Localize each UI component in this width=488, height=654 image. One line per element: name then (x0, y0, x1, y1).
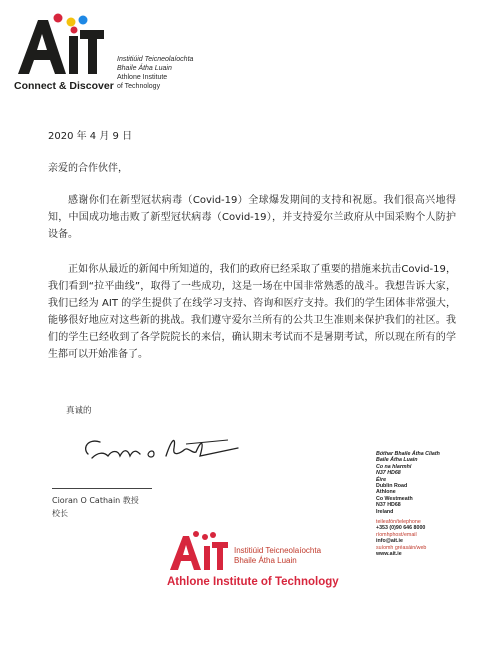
paragraph: 正如你从最近的新闻中所知道的，我们的政府已经采取了重要的措施来抗击Covid-19，我们看到“拉平曲线”，取得了一些成功，这是一场在中国非常熟悉的战斗。我想告诉大家，我们已经为 AIT 的学生提供了在线学习支持、咨询和医疗支持。我们的学生团体非常强大，能够很好地应对这些新的挑战。我们遵守爱尔兰所有的公共卫生准则来保护我们的社区。我们的学生已经收到了各学院院长的来信，确认期末考试而不是暑期考试，所以现在所有的学生都可以开始准备了。 (48, 264, 456, 360)
address-line: Baile Átha Luain (376, 457, 418, 464)
closing: 真诚的 (66, 406, 92, 416)
institution-line: Athlone Institute (117, 74, 168, 81)
signer-name: Cioran O Cathain 教授 (52, 496, 139, 505)
signature-image (78, 428, 248, 468)
contact-label: teileafón/telephone (376, 519, 421, 525)
footer-institution-title: Athlone Institute of Technology (167, 576, 339, 588)
address-line: Athlone (376, 489, 396, 496)
footer-institution-line: Institiúid Teicneolaíochta (234, 546, 322, 555)
address-line: Dublin Road (376, 483, 408, 489)
address-line: Bóthar Bhaile Átha Cliath (376, 451, 440, 457)
contact-value: www.ait.ie (376, 551, 402, 558)
address-line: Co na hIarmhí (376, 463, 412, 470)
address-line: Éire (376, 476, 387, 483)
ait-logo (14, 12, 106, 78)
address-line: N37 HD68 (376, 502, 401, 509)
tagline: Connect & Discover (14, 80, 114, 92)
institution-name-block (117, 55, 193, 91)
institution-line: Institiúid Teicneolaíochta (117, 56, 194, 63)
address-line: N37 HD68 (376, 470, 401, 477)
contact-value: info@ait.ie (376, 538, 403, 545)
contact-block (376, 519, 426, 557)
address-english (376, 483, 413, 515)
footer-institution-line: Bhaile Átha Luain (234, 556, 297, 565)
address-line: Ireland (376, 508, 394, 515)
letter-date: 2020 年 4 月 9 日 (48, 131, 133, 142)
salutation: 亲爱的合作伙伴， (48, 163, 128, 174)
address-irish (376, 451, 440, 483)
footer-ait-logo (168, 530, 230, 572)
contact-value: +353 (0)90 646 8000 (376, 525, 426, 532)
institution-line: of Technology (117, 83, 161, 90)
paragraph: 感谢你们在新型冠状病毒（Covid-19）全球爆发期间的支持和祝愿。我们很高兴地得知，中国成功地击败了新型冠状病毒（Covid-19），并支持爱尔兰政府从中国采购个人防护设备。 (48, 195, 456, 240)
contact-label: suíomh gréasáin/web (376, 544, 427, 551)
institution-line: Bhaile Átha Luain (117, 65, 172, 72)
signer-title: 校长 (52, 509, 68, 518)
signature-line (52, 488, 152, 489)
contact-label: ríomhphost/email (376, 531, 417, 538)
address-line: Co Westmeath (376, 495, 413, 502)
footer-institution-name (234, 546, 321, 566)
